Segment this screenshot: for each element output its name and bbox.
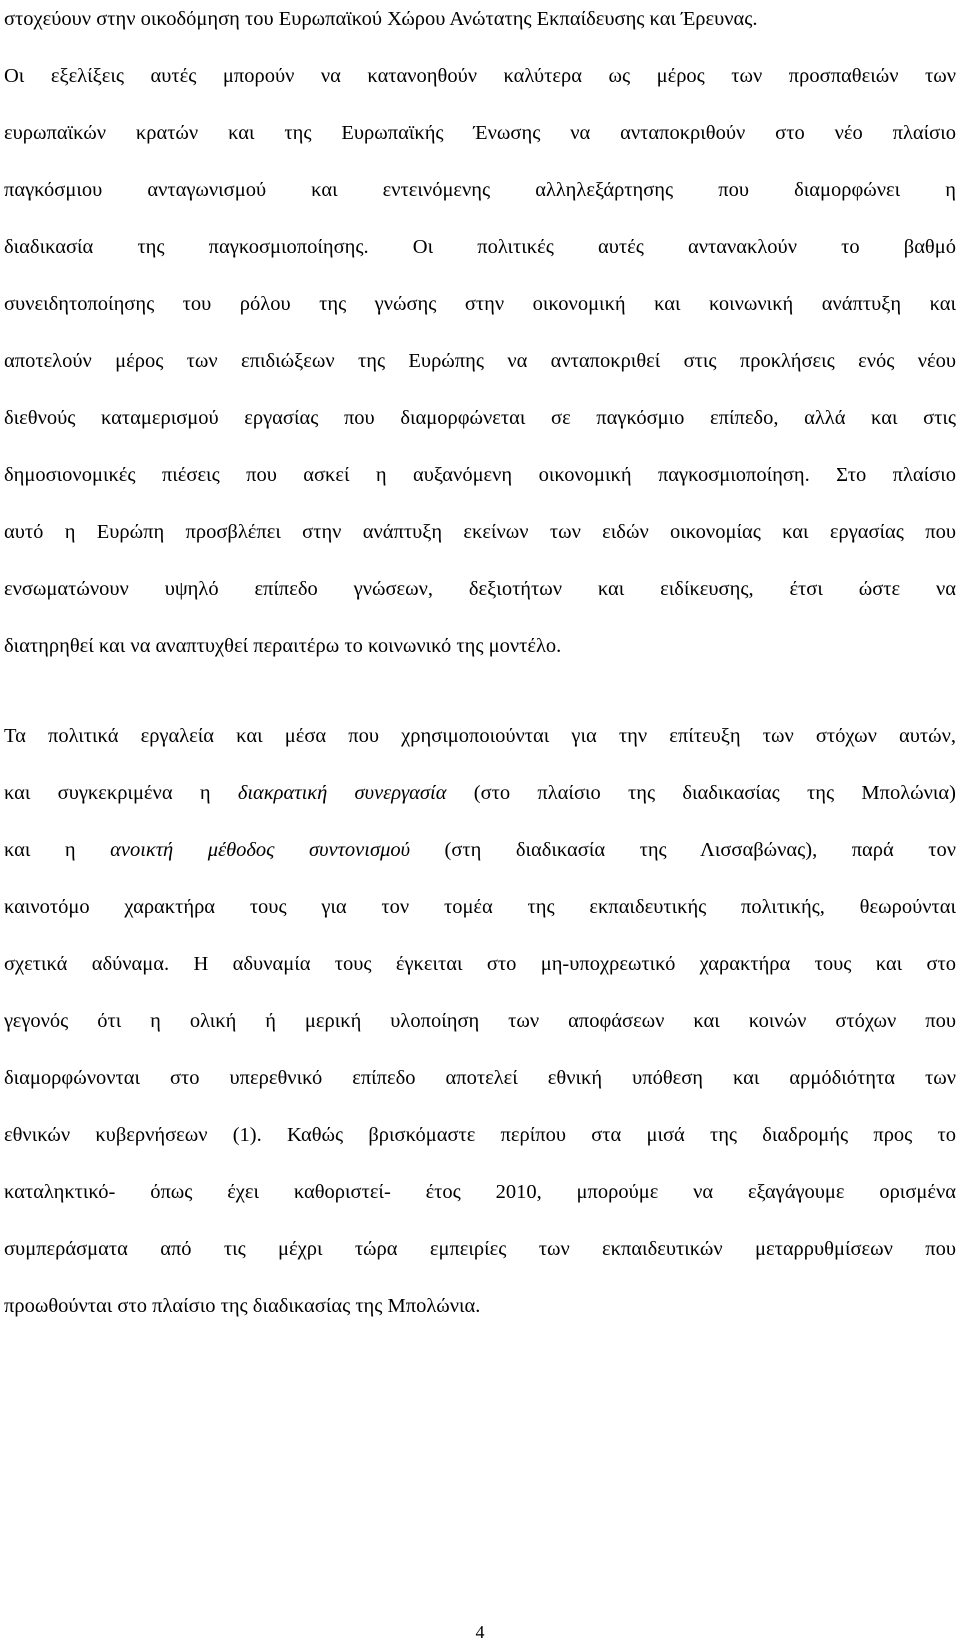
paragraph-line: συμπεράσματα από τις μέχρι τώρα εμπειρίες των εκπαιδευτικών μεταρρυθμίσεων που — [4, 1238, 956, 1260]
paragraph-line: καινοτόμο χαρακτήρα τους για τον τομέα της εκπαιδευτικής πολιτικής, θεωρούνται — [4, 896, 956, 918]
italic-term: ανοικτή μέθοδος συντονισμού — [110, 839, 411, 861]
paragraph-line: διεθνούς καταμερισμού εργασίας που διαμορφώνεται σε παγκόσμιο επίπεδο, αλλά και στις — [4, 407, 956, 429]
paragraph-line — [4, 776, 956, 810]
paragraph-line: καταληκτικό- όπως έχει καθοριστεί- έτος 2010, μπορούμε να εξαγάγουμε ορισμένα — [4, 1181, 956, 1203]
text-run: και συγκεκριμένα η — [4, 782, 238, 804]
paragraph-line: διατηρηθεί και να αναπτυχθεί περαιτέρω το κοινωνικό της μοντέλο. — [4, 635, 562, 657]
paragraph-line: εθνικών κυβερνήσεων (1). Καθώς βρισκόμαστε περίπου στα μισά της διαδρομής προς το — [4, 1124, 956, 1146]
paragraph-line — [4, 833, 956, 867]
paragraph-line: συνειδητοποίησης του ρόλου της γνώσης στην οικονομική και κοινωνική ανάπτυξη και — [4, 293, 956, 315]
paragraph-line: παγκόσμιου ανταγωνισμού και εντεινόμενης αλληλεξάρτησης που διαμορφώνει η — [4, 179, 956, 201]
text-run: (στο πλαίσιο της διαδικασίας της Μπολώνια) — [446, 782, 956, 804]
text-run: (στη διαδικασία της Λισσαβώνας), παρά τον — [410, 839, 956, 861]
paragraph-line: Οι εξελίξεις αυτές μπορούν να κατανοηθούν καλύτερα ως μέρος των προσπαθειών των — [4, 65, 956, 87]
paragraph-line: στοχεύουν στην οικοδόμηση του Ευρωπαϊκού Χώρου Ανώτατης Εκπαίδευσης και Έρευνας. — [4, 8, 758, 30]
paragraph-line: προωθούνται στο πλαίσιο της διαδικασίας της Μπολώνια. — [4, 1295, 481, 1317]
paragraph-line: σχετικά αδύναμα. Η αδυναμία τους έγκειται στο μη-υποχρεωτικό χαρακτήρα τους και στο — [4, 953, 956, 975]
paragraph-line: γεγονός ότι η ολική ή μερική υλοποίηση των αποφάσεων και κοινών στόχων που — [4, 1010, 956, 1032]
paragraph-line: ενσωματώνουν υψηλό επίπεδο γνώσεων, δεξιοτήτων και ειδίκευσης, έτσι ώστε να — [4, 578, 956, 600]
paragraph-line: ευρωπαϊκών κρατών και της Ευρωπαϊκής Ένωσης να ανταποκριθούν στο νέο πλαίσιο — [4, 122, 956, 144]
paragraph-line: διαδικασία της παγκοσμιοποίησης. Οι πολιτικές αυτές αντανακλούν το βαθμό — [4, 236, 956, 258]
paragraph-line: Τα πολιτικά εργαλεία και μέσα που χρησιμοποιούνται για την επίτευξη των στόχων αυτών, — [4, 725, 956, 747]
text-run: και η — [4, 839, 111, 861]
paragraph-line: διαμορφώνονται στο υπερεθνικό επίπεδο αποτελεί εθνική υπόθεση και αρμόδιότητα των — [4, 1067, 956, 1089]
paragraph-line: δημοσιονομικές πιέσεις που ασκεί η αυξανόμενη οικονομική παγκοσμιοποίηση. Στο πλαίσιο — [4, 464, 956, 486]
page-number: 4 — [475, 1622, 485, 1642]
italic-term: διακρατική συνεργασία — [237, 782, 447, 804]
paragraph-line: αυτό η Ευρώπη προσβλέπει στην ανάπτυξη εκείνων των ειδών οικονομίας και εργασίας που — [4, 521, 956, 543]
paragraph-line: αποτελούν μέρος των επιδιώξεων της Ευρώπης να ανταποκριθεί στις προκλήσεις ενός νέου — [4, 350, 956, 372]
